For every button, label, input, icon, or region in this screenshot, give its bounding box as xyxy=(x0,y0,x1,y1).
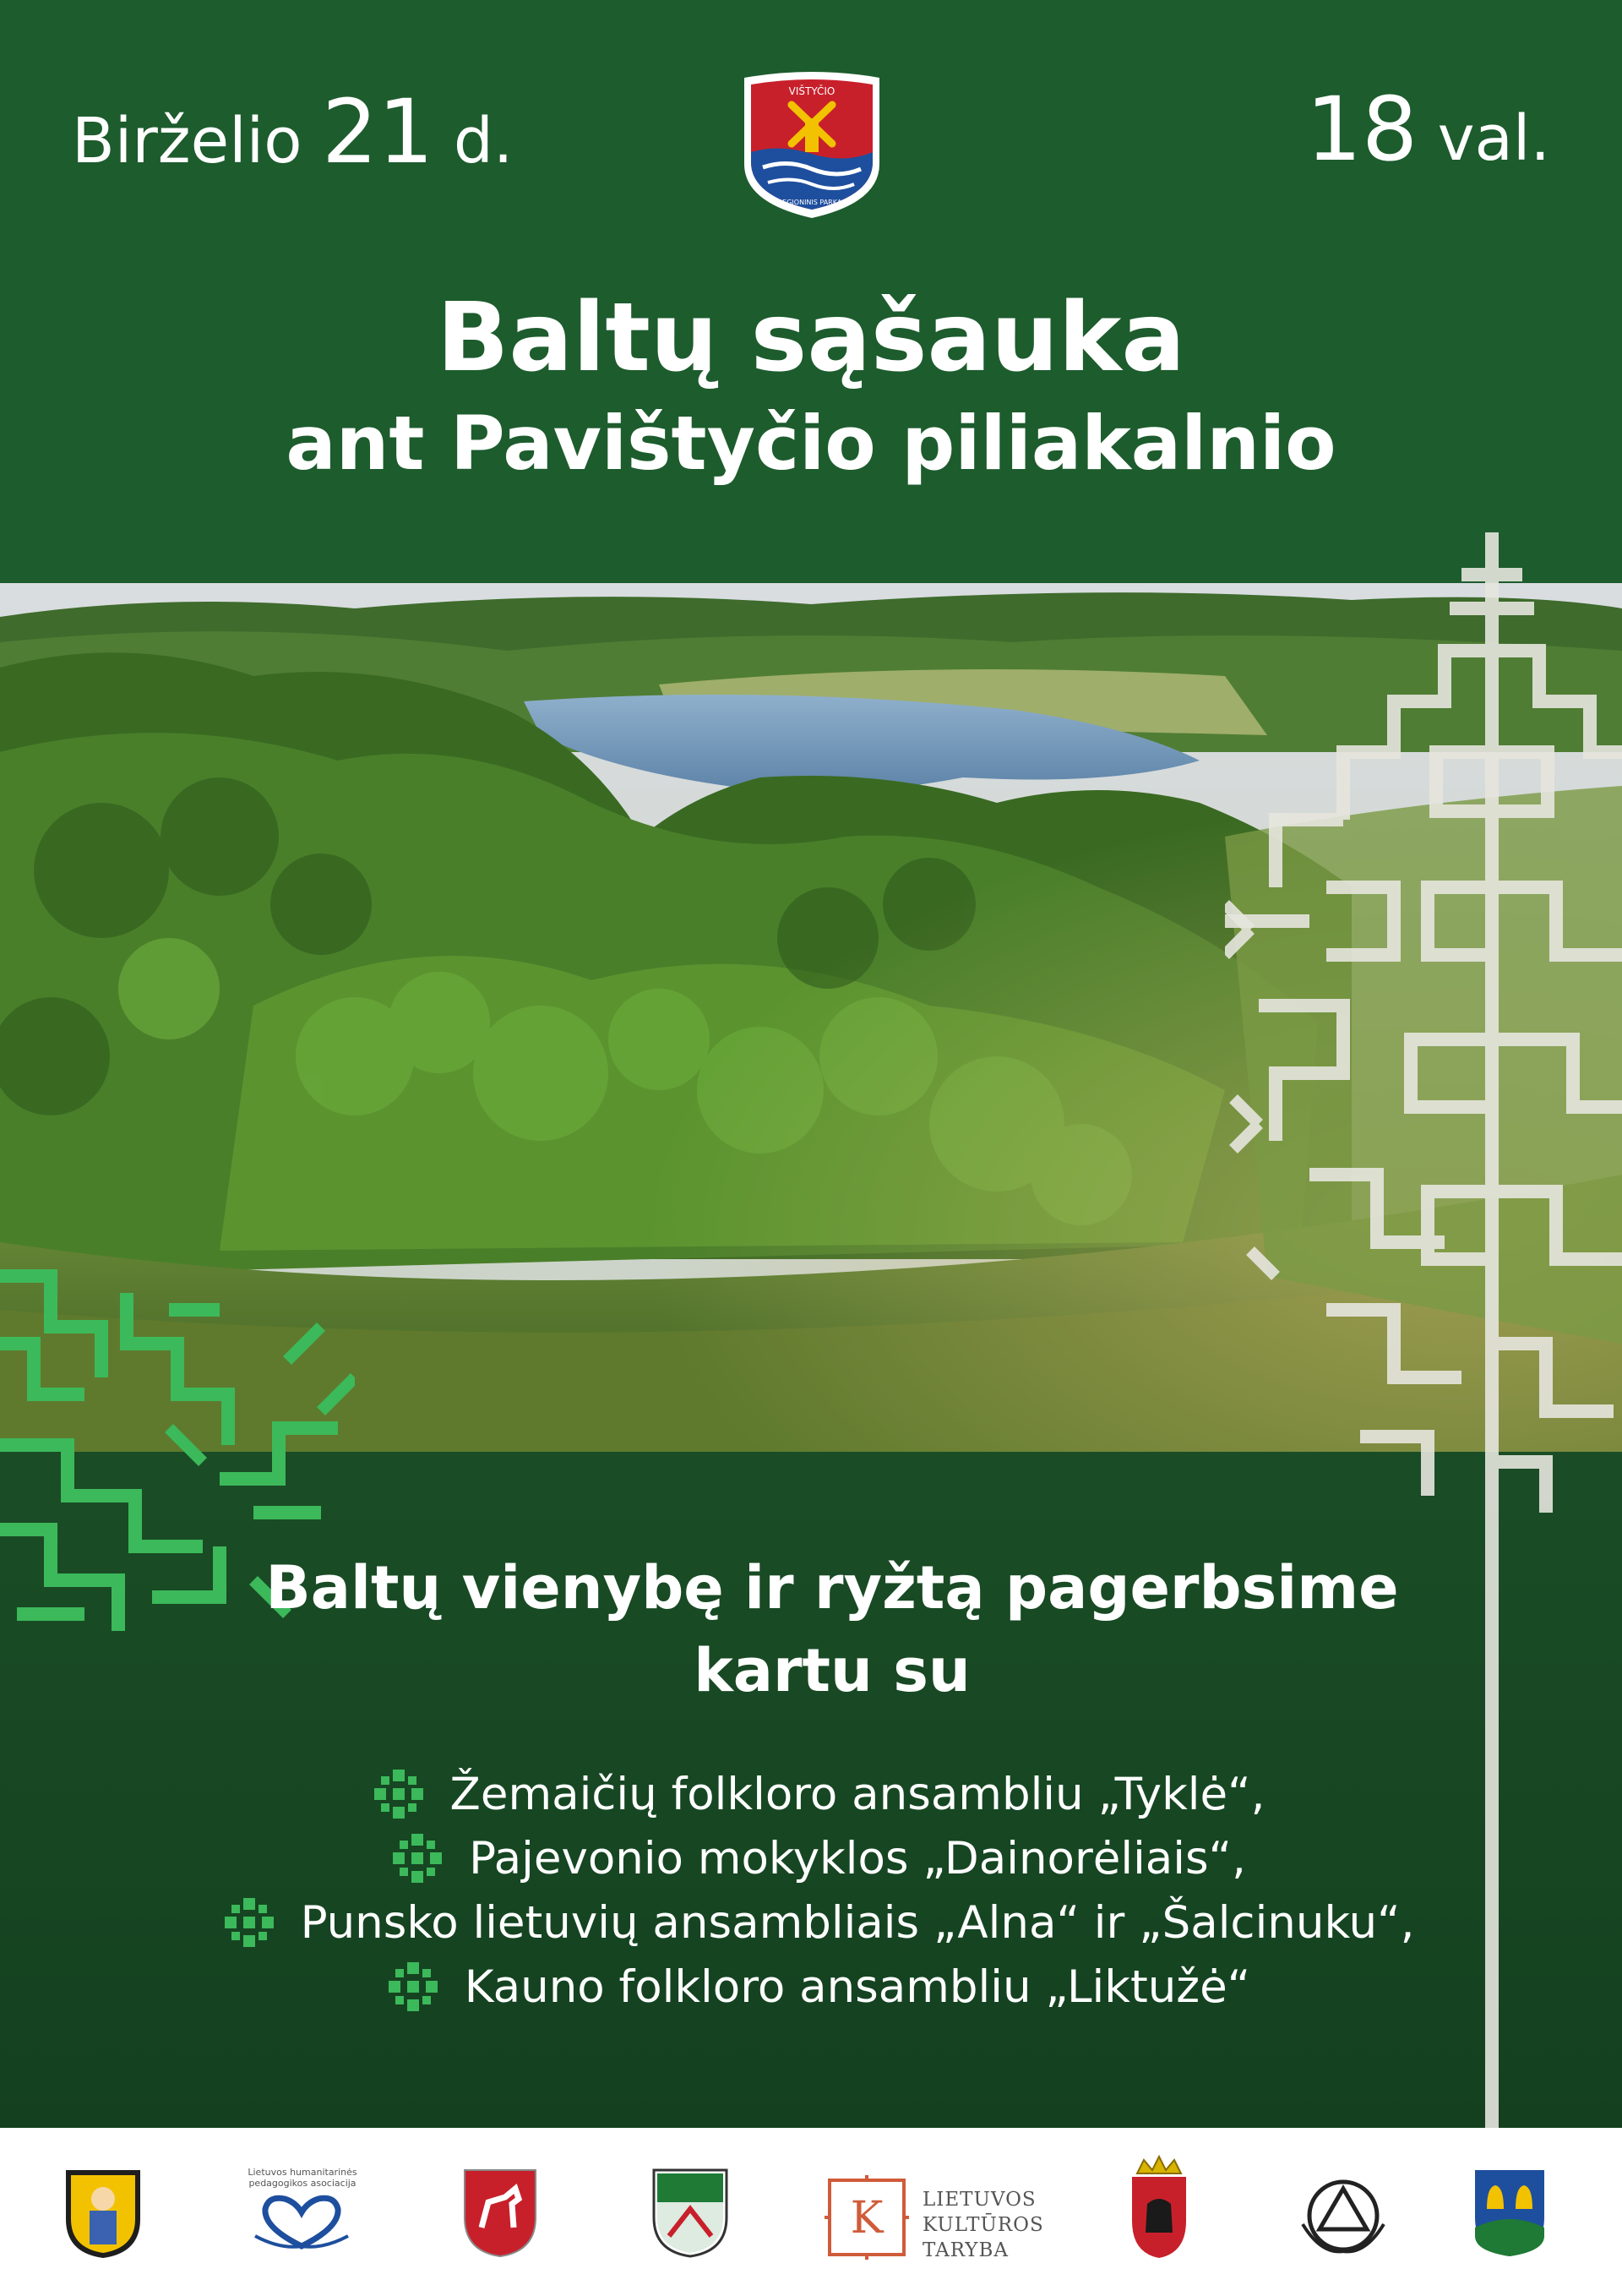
svg-text:K: K xyxy=(850,2193,884,2244)
time-number: 18 xyxy=(1305,78,1418,181)
performer-text: Žemaičių folkloro ansambliu „Tyklė“, xyxy=(449,1768,1265,1820)
ornament-bullet-icon xyxy=(389,1962,438,2011)
bells-coat-of-arms-icon xyxy=(1473,2168,1546,2258)
subtitle xyxy=(0,1546,1622,1712)
subtitle-line-2: kartu su xyxy=(694,1636,971,1705)
green-coat-of-arms-icon xyxy=(652,2168,728,2258)
performer-text: Kauno folkloro ansambliu „Liktužė“ xyxy=(464,1961,1251,2013)
bear-coat-of-arms-icon xyxy=(1129,2153,1189,2261)
lkt-text xyxy=(923,2187,1044,2263)
list-item xyxy=(17,1890,1622,1955)
list-item xyxy=(17,1762,1622,1826)
park-logo xyxy=(738,69,886,220)
lkt-line-3: TARYBA xyxy=(923,2239,1009,2261)
horse-coat-of-arms-icon xyxy=(463,2168,537,2258)
event-time xyxy=(1306,78,1550,181)
time-suffix: val. xyxy=(1437,102,1550,175)
performer-text: Pajevonio mokyklos „Dainorėliais“, xyxy=(469,1832,1246,1884)
header-band xyxy=(0,0,1622,592)
ornament-bullet-icon xyxy=(225,1898,274,1947)
date-suffix: d. xyxy=(453,105,514,177)
event-title xyxy=(0,283,1622,494)
performers-list xyxy=(0,1762,1622,2019)
list-item xyxy=(17,1826,1622,1890)
logo-text-top: VIŠTYČIO xyxy=(788,85,835,97)
association-text: Lietuvos humanitarinės pedagogikos asociacija xyxy=(248,2167,357,2189)
sponsor-strip xyxy=(0,2128,1622,2296)
lkt-line-2: KULTŪROS xyxy=(923,2214,1044,2236)
subtitle-line-1: Baltų vienybę ir ryžtą pagerbsime xyxy=(265,1553,1399,1622)
event-date xyxy=(72,80,513,183)
ornament-bullet-icon xyxy=(393,1834,442,1883)
coat-of-arms-saint-icon xyxy=(64,2168,142,2260)
lkt-k-logo-icon xyxy=(825,2175,909,2260)
performer-text: Punsko lietuvių ansambliais „Alna“ ir „Šalcinuku“, xyxy=(300,1896,1415,1949)
ornament-bullet-icon xyxy=(374,1770,423,1819)
list-item xyxy=(17,1955,1622,2019)
logo-text-bottom: REGIONINIS PARKAS xyxy=(777,199,846,206)
heart-association-icon xyxy=(247,2194,357,2253)
date-number: 21 xyxy=(322,80,434,183)
date-word: Birželio xyxy=(72,105,302,177)
lkt-line-1: LIETUVOS xyxy=(923,2189,1037,2211)
triangle-emblem-icon xyxy=(1296,2173,1391,2258)
title-line-1: Baltų sąšauka xyxy=(437,283,1185,393)
title-line-2: ant Pavištyčio piliakalnio xyxy=(286,400,1336,487)
